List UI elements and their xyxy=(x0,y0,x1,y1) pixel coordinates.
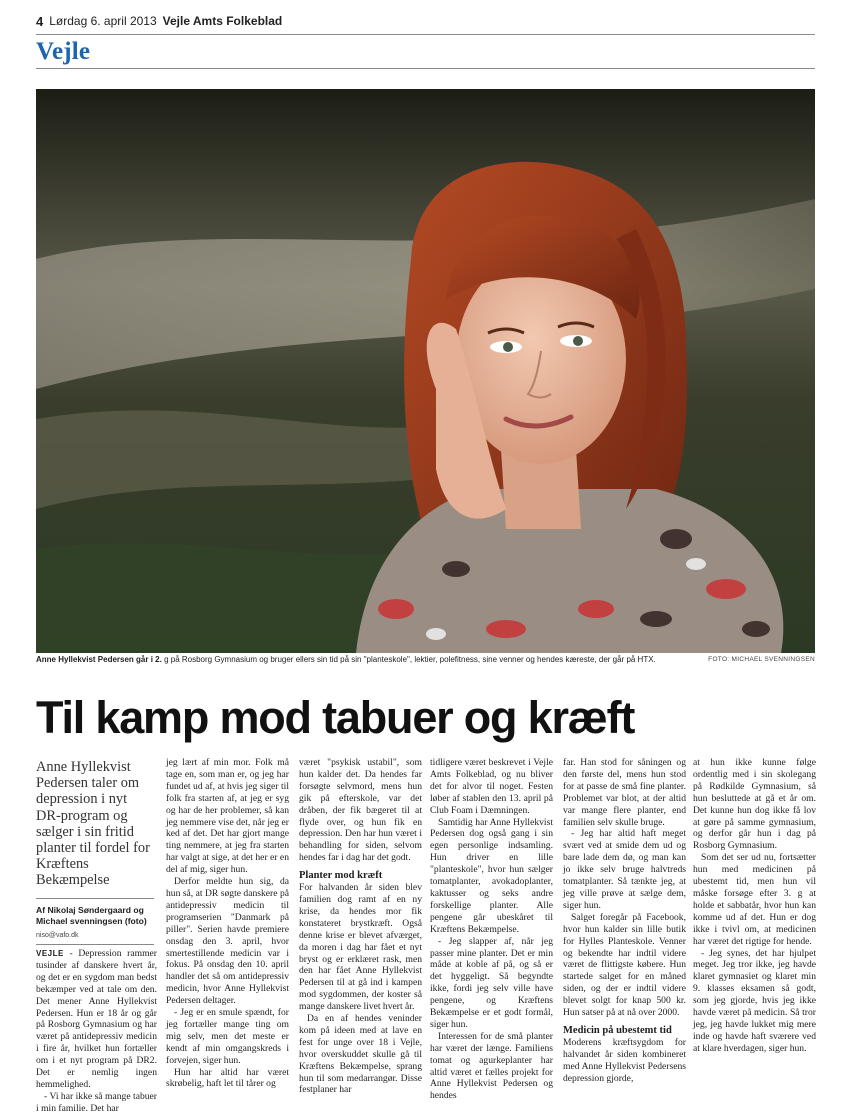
masthead xyxy=(36,10,815,32)
article-photo xyxy=(36,89,815,653)
masthead-divider xyxy=(36,34,815,35)
paragraph: - Vi har ikke så mange tabuer i min familie. Det har xyxy=(36,1090,157,1114)
column-4 xyxy=(430,757,553,1102)
publication-name: Vejle Amts Folkeblad xyxy=(162,14,283,28)
caption-text: g på Rosborg Gymnasium og bruger ellers sin tid på sin "planteskole", lektier, polefitness, sine venner og hendes kæreste, der går på HTX. xyxy=(161,655,656,664)
paragraph: Som det ser ud nu, fortsætter hun med medicinen på ubestemt tid, men hun vil måske forsøge efter 3. g at holde et sabbatår, hvor hun kan komme ud af det. Hun er dog ikke i tvivl om, at medicinen har været det rigtige for hende. xyxy=(693,852,816,947)
byline-divider xyxy=(36,898,154,899)
paragraph: - Jeg er en smule spændt, for jeg fortæller mange ting om mig selv, men det meste er kendt af min omgangskreds i forvejen, siger hun. xyxy=(166,1007,289,1066)
paragraph: For halvanden år siden blev familien dog ramt af en ny krise, da hendes mor fik konstateret brystkræft. Også denne krise er blevet afværget, da moren i dag har fået et nyt bryst og er erklæret rask, men den har fået Anne Hyllekvist Pedersen til at gå ind i kampen mod sygdommen, der koster så mange danskere livet hvert år. xyxy=(299,882,422,1013)
paragraph: været "psykisk ustabil", som hun kalder det. Da hendes far forsøgte selvmord, mens hun gik på efterskole, var det dråben, der fik bægeret til at flyde over, og hun fik en depression. Den har hun været i behandling for siden, selvom hendes far i dag har det godt. xyxy=(299,757,422,864)
headline: Til kamp mod tabuer og kræft xyxy=(36,692,635,743)
paragraph: Interessen for de små planter har været der længe. Familiens tomat og agurkeplanter har altid været et fælles projekt for Anne Hyllekvist Pedersen og hendes xyxy=(430,1030,553,1102)
column-2 xyxy=(166,757,289,1090)
paragraph: far. Han stod for såningen og den første del, mens hun stod for at passe de små fine planter. Problemet var blot, at der altid var mange flere planter, end familien selv skulle bruge. xyxy=(563,757,686,828)
column-6 xyxy=(693,757,816,1055)
paragraph: Salget foregår på Facebook, hvor hun kalder sin lille butik for Hylles Planteskole. Venner og bekendte har indtil videre været de flittigste købere. Hun startede salget for en måned siden, og der er indtil videre blevet solgt for knap 500 kr. Hun satser på at nå over 2000. xyxy=(563,911,686,1019)
paragraph: at hun ikke kunne følge ordentlig med i sin skolegang på Rødkilde Gymnasium, så hun besluttede at gå et år om. Det kunne hun dog ikke få lov at gøre på samme gymnasium, og derfor går hun i dag på Rosborg Gymnasium. xyxy=(693,757,816,852)
paragraph: Da en af hendes veninder kom på ideen med at lave en fest for unge over 18 i Vejle, hvor overskuddet skulle gå til Kræftens Bekæmpelse, sprang hun til som medarrangør. Disse festplaner har xyxy=(299,1013,422,1096)
paragraph: - Jeg slapper af, når jeg passer mine planter. Det er min måde at koble af på, og så er det hyggeligt. Så begyndte ikke, fordi jeg selv ville have pengene, og Kræftens Bekæmpelse er et godt formål, siger hun. xyxy=(430,935,553,1030)
paragraph: Moderens kræftsygdom for halvandet år siden kombineret med Anne Hyllekvist Pedersens depression gjorde, xyxy=(563,1036,686,1084)
paragraph: Samtidig har Anne Hyllekvist Pedersen dog også gang i sin egen personlige indsamling. Hun driver en lille "planteskole", hvor hun sælger tomatplanter, avokadoplanter, kaktusser og seks andre forskellige planter. Alle pengene går ubeskåret til Kræftens Bekæmpelse. xyxy=(430,816,553,935)
dateline: VEJLE xyxy=(36,949,64,958)
photo-caption xyxy=(36,655,815,667)
author-email: niso@vafo.dk xyxy=(36,932,79,939)
paragraph: - Jeg synes, det har hjulpet meget. Jeg tror ikke, jeg havde klaret gymnasiet og klaret min 9. klasses eksamen så godt, som jeg gjorde, hvis jeg ikke havde været på medicin. Så tror jeg, jeg havde lukket mig mere inde og havde haft sværere ved at klare hverdagen, siger hun. xyxy=(693,947,816,1054)
byline: Af Nikolaj Søndergaard og Michael svenningsen (foto) xyxy=(36,905,147,926)
paragraph: Derfor meldte hun sig, da hun så, at DR søgte danskere på antidepressiv medicin til programserien "Danmark på piller". Serien havde premiere onsdag den 3. april, hvor smertestillende medicin var i fokus. På onsdag den 10. april handler det så om antidepressiv medicin, hvor Anne Hyllekvist Pedersen deltager. xyxy=(166,876,289,1007)
paragraph: tidligere været beskrevet i Vejle Amts Folkeblad, og nu bliver det for alvor til noget. Festen løber af stablen den 13. april på Club Foam i Dæmningen. xyxy=(430,757,553,816)
paragraph: jeg lært af min mor. Folk må tage en, som man er, og jeg har fundet ud af, at hvis jeg siger til folk fra starten af, at jeg er syg og har de her problemer, så kan jeg nemmere vise det, når jeg er ked af det. Det har gjort mange ting nemmere, at jeg fra starten har valgt at sige, at det her er en del af mig, siger hun. xyxy=(166,757,289,876)
issue-date: Lørdag 6. april 2013 xyxy=(49,14,157,28)
paragraph: Hun har altid har været skrøbelig, haft let til tårer og xyxy=(166,1066,289,1090)
column-3 xyxy=(299,757,422,1096)
column-5 xyxy=(563,757,686,1084)
paragraph: - Jeg har altid haft meget svært ved at smide dem ud og bare lade dem dø, og man kan jo ikke selv bruge halvtreds tomatplanter. Så tænkte jeg, at jeg ville prøve at sælge dem, siger hun. xyxy=(563,828,686,911)
email-divider xyxy=(36,944,154,945)
article-intro: Anne Hyllekvist Pedersen taler om depression i nyt DR-program og sælger i sin fritid planter til fordel for Kræftens Bekæmpelse xyxy=(36,759,150,889)
caption-lead: Anne Hyllekvist Pedersen går i 2. xyxy=(36,655,162,664)
subheading: Medicin på ubestemt tid xyxy=(563,1024,672,1036)
photo-credit: FOTO: MICHAEL SVENNINGSEN xyxy=(708,656,815,663)
section-divider xyxy=(36,68,815,69)
section-title: Vejle xyxy=(36,38,91,65)
page-number: 4 xyxy=(36,13,44,29)
subheading: Planter mod kræft xyxy=(299,870,383,882)
paragraph: - Depression rammer tusinder af danskere hvert år, og det er en sygdom man bedst bekæmper ved at tale om den. Det mener Anne Hyllekvist Pedersen. Hun er 18 år og går på Rosborg Gymnasium og har været på antidepressiv medicin i fire år, hvilket hun fortæller om i et nyt program på DR2. Det er nemlig ingen hemmelighed. xyxy=(36,948,157,1090)
column-1 xyxy=(36,948,157,1114)
